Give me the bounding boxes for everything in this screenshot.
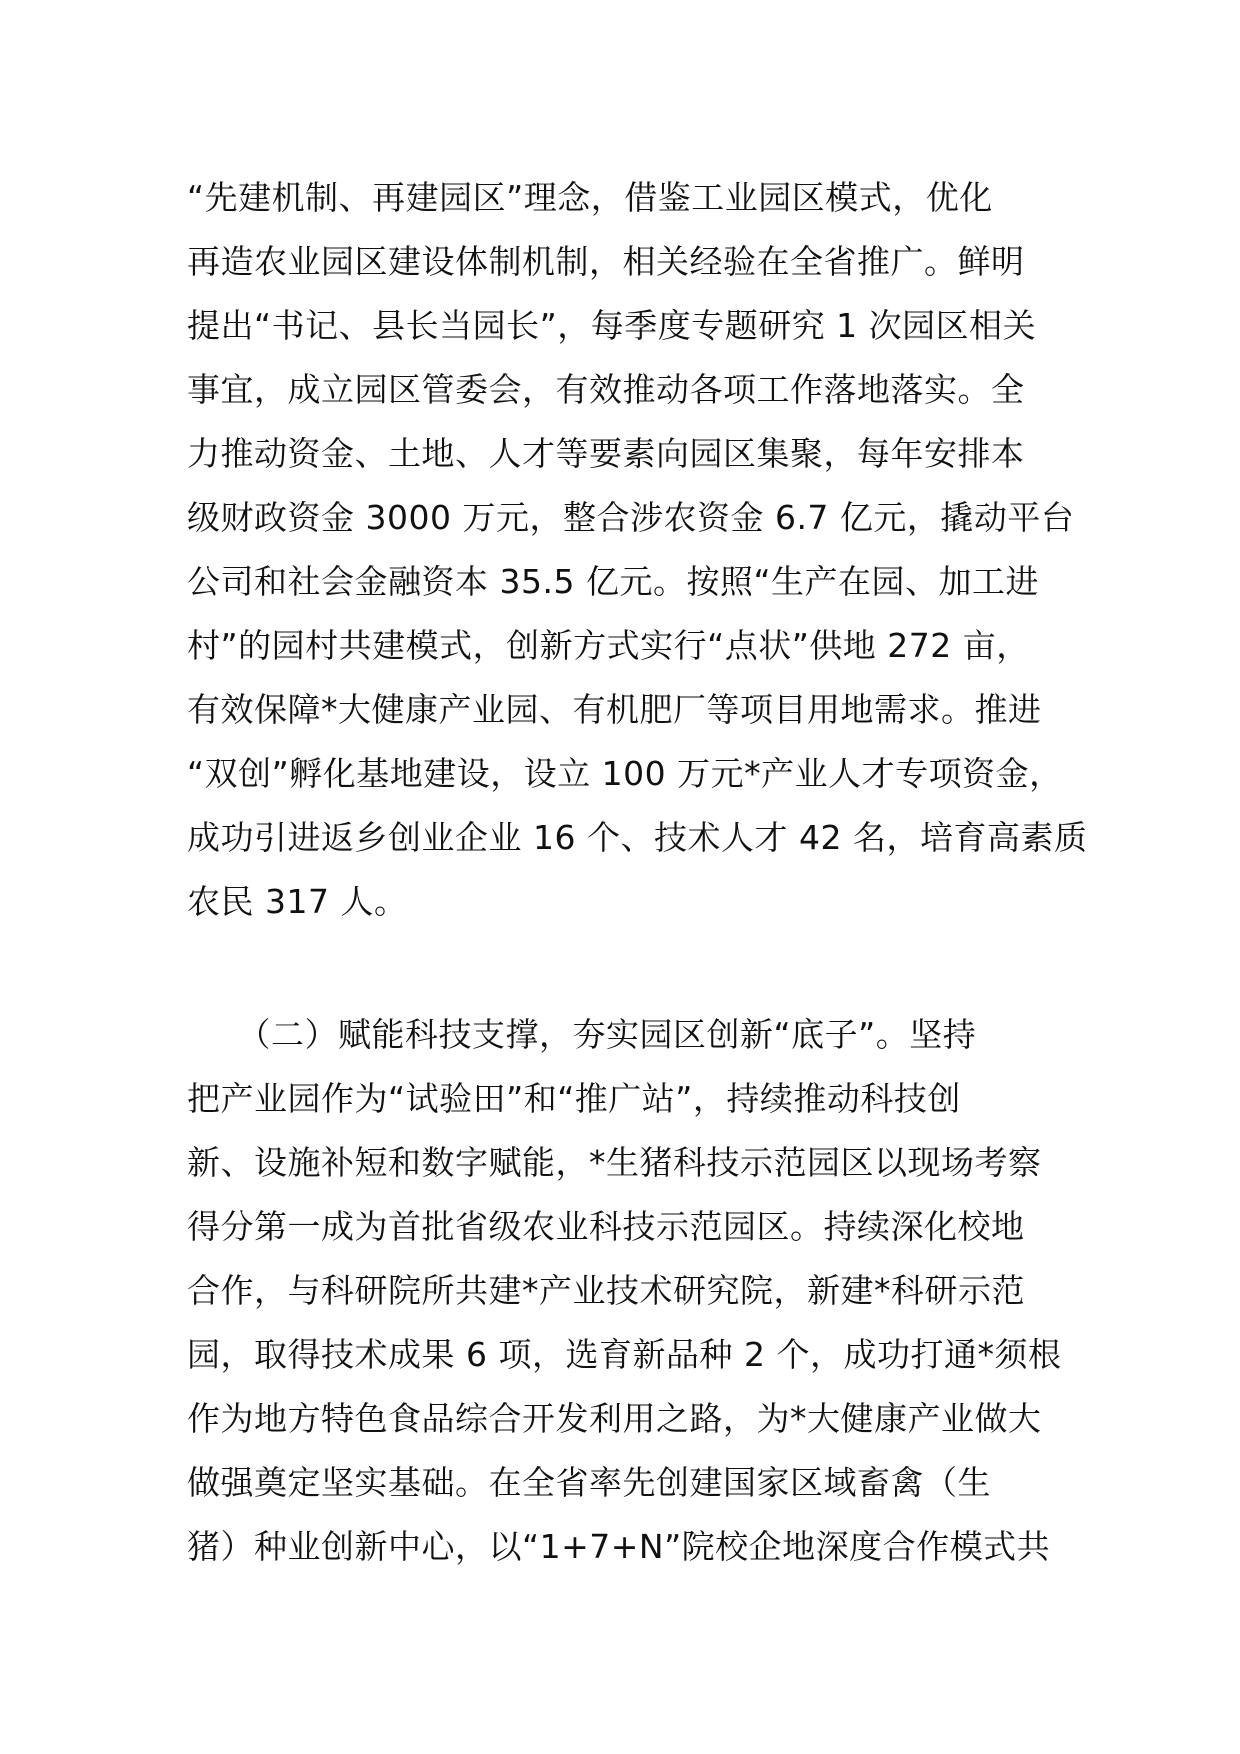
text-line: 公司和社会金融资本 35.5 亿元。按照“生产在园、加工进	[187, 562, 1040, 601]
text-line: 把产业园作为“试验田”和“推广站”，持续推动科技创	[187, 1079, 961, 1118]
text-line: “双创”孵化基地建设，设立 100 万元*产业人才专项资金，	[187, 754, 1063, 793]
text-line: 农民 317 人。	[187, 882, 408, 921]
text-line: 作为地方特色食品综合开发利用之路，为*大健康产业做大	[187, 1399, 1042, 1438]
text-line: 园，取得技术成果 6 项，选育新品种 2 个，成功打通*须根	[187, 1335, 1062, 1374]
text-line: 做强奠定坚实基础。在全省率先创建国家区域畜禽（生	[187, 1463, 991, 1502]
text-line: 再造农业园区建设体制机制，相关经验在全省推广。鲜明	[187, 242, 1025, 281]
text-line: 有效保障*大健康产业园、有机肥厂等项目用地需求。推进	[187, 690, 1042, 729]
text-line: 村”的园村共建模式，创新方式实行“点状”供地 272 亩，	[187, 626, 1030, 665]
paragraph-1	[187, 166, 1087, 934]
paragraph-2	[187, 1003, 1087, 1579]
text-line: 事宜，成立园区管委会，有效推动各项工作落地落实。全	[187, 370, 1025, 409]
section-heading-line: （二）赋能科技支撑，夯实园区创新“底子”。坚持	[187, 1015, 977, 1054]
text-line: “先建机制、再建园区”理念，借鉴工业园区模式，优化	[187, 178, 993, 217]
text-line: 级财政资金 3000 万元，整合涉农资金 6.7 亿元，撬动平台	[187, 498, 1075, 537]
text-line: 新、设施补短和数字赋能，*生猪科技示范园区以现场考察	[187, 1143, 1042, 1182]
text-line: 得分第一成为首批省级农业科技示范园区。持续深化校地	[187, 1207, 1025, 1246]
text-line: 合作，与科研院所共建*产业技术研究院，新建*科研示范	[187, 1271, 1025, 1310]
text-line: 提出“书记、县长当园长”，每季度专题研究 1 次园区相关	[187, 306, 1037, 345]
text-line: 猪）种业创新中心，以“1+7+N”院校企地深度合作模式共	[187, 1527, 1051, 1566]
text-line: 成功引进返乡创业企业 16 个、技术人才 42 名，培育高素质	[187, 818, 1088, 857]
text-line: 力推动资金、土地、人才等要素向园区集聚，每年安排本	[187, 434, 1025, 473]
